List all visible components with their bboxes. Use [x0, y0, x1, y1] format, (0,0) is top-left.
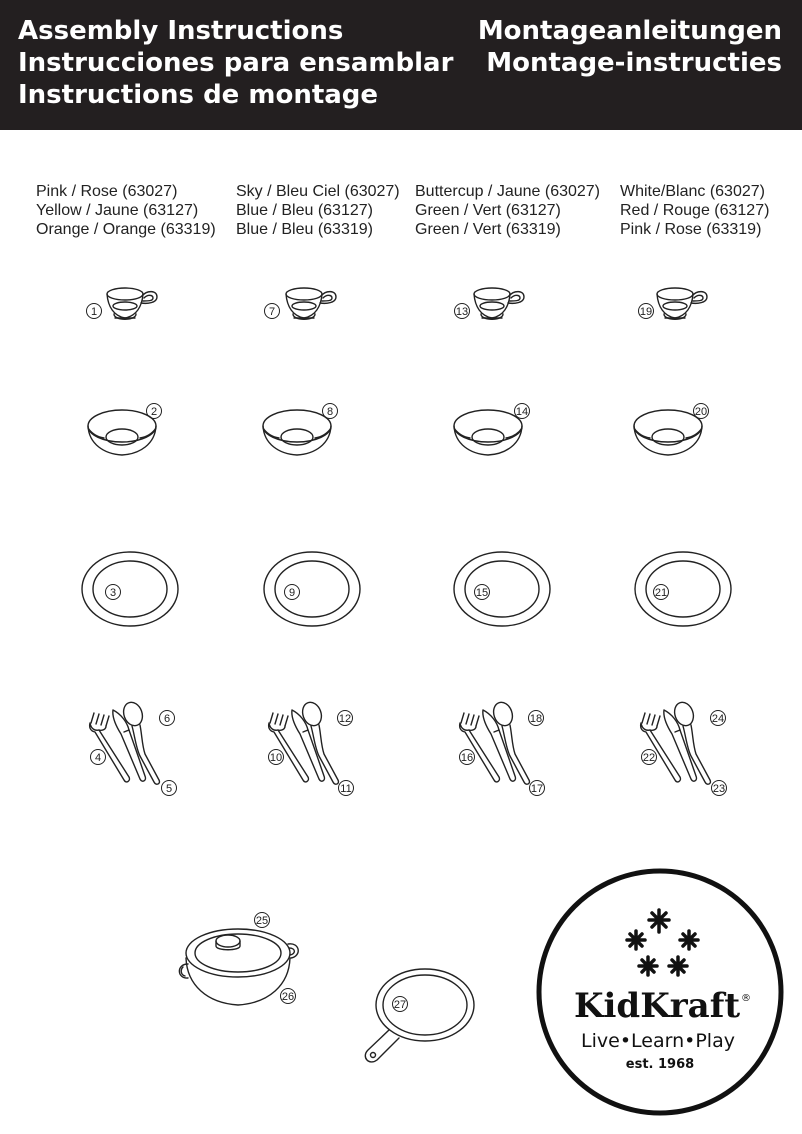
- svg-text:8: 8: [326, 406, 334, 418]
- svg-text:22: 22: [642, 752, 656, 764]
- part-number: [475, 585, 490, 600]
- color-line: Buttercup / Jaune (63027): [415, 183, 601, 200]
- svg-text:15: 15: [475, 587, 489, 599]
- color-line: Orange / Orange (63319): [36, 221, 216, 238]
- svg-text:3: 3: [109, 587, 117, 599]
- svg-text:24: 24: [711, 713, 725, 725]
- svg-text:26: 26: [281, 991, 295, 1003]
- brand-name: KidKraft: [573, 986, 741, 1026]
- part-number: [147, 404, 162, 419]
- part-number: [694, 404, 709, 419]
- svg-text:17: 17: [530, 783, 544, 795]
- part-number: [160, 711, 175, 726]
- part-number: [515, 404, 530, 419]
- svg-text:14: 14: [515, 406, 529, 418]
- svg-text:2: 2: [150, 406, 158, 418]
- svg-text:16: 16: [460, 752, 474, 764]
- part-number: [712, 781, 727, 796]
- part-number: [255, 913, 270, 928]
- color-line: Sky / Bleu Ciel (63027): [236, 183, 400, 200]
- bowl-set-4: [634, 410, 702, 455]
- svg-text:19: 19: [639, 306, 653, 318]
- svg-text:7: 7: [268, 306, 276, 318]
- svg-text:1: 1: [90, 306, 98, 318]
- part-number: [106, 585, 121, 600]
- svg-text:20: 20: [694, 406, 708, 418]
- color-line: Pink / Rose (63319): [620, 221, 762, 238]
- part-number: [285, 585, 300, 600]
- plate-set-4: [635, 552, 731, 626]
- color-line: Yellow / Jaune (63127): [36, 202, 199, 219]
- color-line: Green / Vert (63127): [415, 202, 561, 219]
- tagline: Live•Learn•Play: [581, 1030, 735, 1052]
- svg-text:10: 10: [269, 752, 283, 764]
- bowl-set-1: [88, 410, 156, 455]
- plate-set-3: [454, 552, 550, 626]
- frying-pan: [365, 969, 474, 1062]
- svg-text:27: 27: [393, 999, 407, 1011]
- svg-text:21: 21: [654, 587, 668, 599]
- svg-text:12: 12: [338, 713, 352, 725]
- svg-text:13: 13: [455, 306, 469, 318]
- cutlery-set-4: [641, 700, 711, 785]
- part-number: [393, 997, 408, 1012]
- part-number: [711, 711, 726, 726]
- svg-text:5: 5: [165, 783, 173, 795]
- part-number: [530, 781, 545, 796]
- part-number: [269, 750, 284, 765]
- established-year: est. 1968: [625, 1057, 695, 1072]
- color-line: Green / Vert (63319): [415, 221, 561, 238]
- part-number: [654, 585, 669, 600]
- svg-text:23: 23: [712, 783, 726, 795]
- registered-mark: ®: [741, 993, 751, 1004]
- cup-set-4: [657, 288, 707, 319]
- part-number: [87, 304, 102, 319]
- color-line: Pink / Rose (63027): [36, 183, 178, 200]
- cutlery-set-3: [460, 700, 530, 785]
- cup-set-1: [107, 288, 157, 319]
- svg-text:4: 4: [94, 752, 102, 764]
- svg-text:11: 11: [340, 783, 352, 795]
- svg-text:6: 6: [163, 713, 171, 725]
- part-number: [265, 304, 280, 319]
- part-number: [91, 750, 106, 765]
- cutlery-set-2: [269, 700, 339, 785]
- part-number: [529, 711, 544, 726]
- svg-text:25: 25: [255, 915, 269, 927]
- cutlery-set-1: [90, 700, 160, 785]
- plate-set-1: [82, 552, 178, 626]
- color-line: White/Blanc (63027): [620, 183, 765, 200]
- part-number: [323, 404, 338, 419]
- part-number: [162, 781, 177, 796]
- cup-set-2: [286, 288, 336, 319]
- part-number: [639, 304, 654, 319]
- cup-set-3: [474, 288, 524, 319]
- title-english: Assembly Instructions: [18, 16, 344, 46]
- title-german: Montageanleitungen: [477, 16, 782, 46]
- part-number: [339, 781, 354, 796]
- part-number: [455, 304, 470, 319]
- bowl-set-2: [263, 410, 331, 455]
- color-line: Red / Rouge (63127): [620, 202, 770, 219]
- title-dutch: Montage-instructies: [486, 48, 782, 78]
- kidkraft-logo: [539, 871, 781, 1113]
- svg-text:9: 9: [288, 587, 296, 599]
- title-french: Instructions de montage: [18, 80, 379, 110]
- color-line: Blue / Bleu (63127): [236, 202, 373, 219]
- plate-set-2: [264, 552, 360, 626]
- color-line: Blue / Bleu (63319): [236, 221, 373, 238]
- part-number: [642, 750, 657, 765]
- bowl-set-3: [454, 410, 522, 455]
- part-number: [460, 750, 475, 765]
- title-spanish: Instrucciones para ensamblar: [18, 48, 454, 78]
- svg-text:18: 18: [529, 713, 543, 725]
- part-number: [281, 989, 296, 1004]
- part-number: [338, 711, 353, 726]
